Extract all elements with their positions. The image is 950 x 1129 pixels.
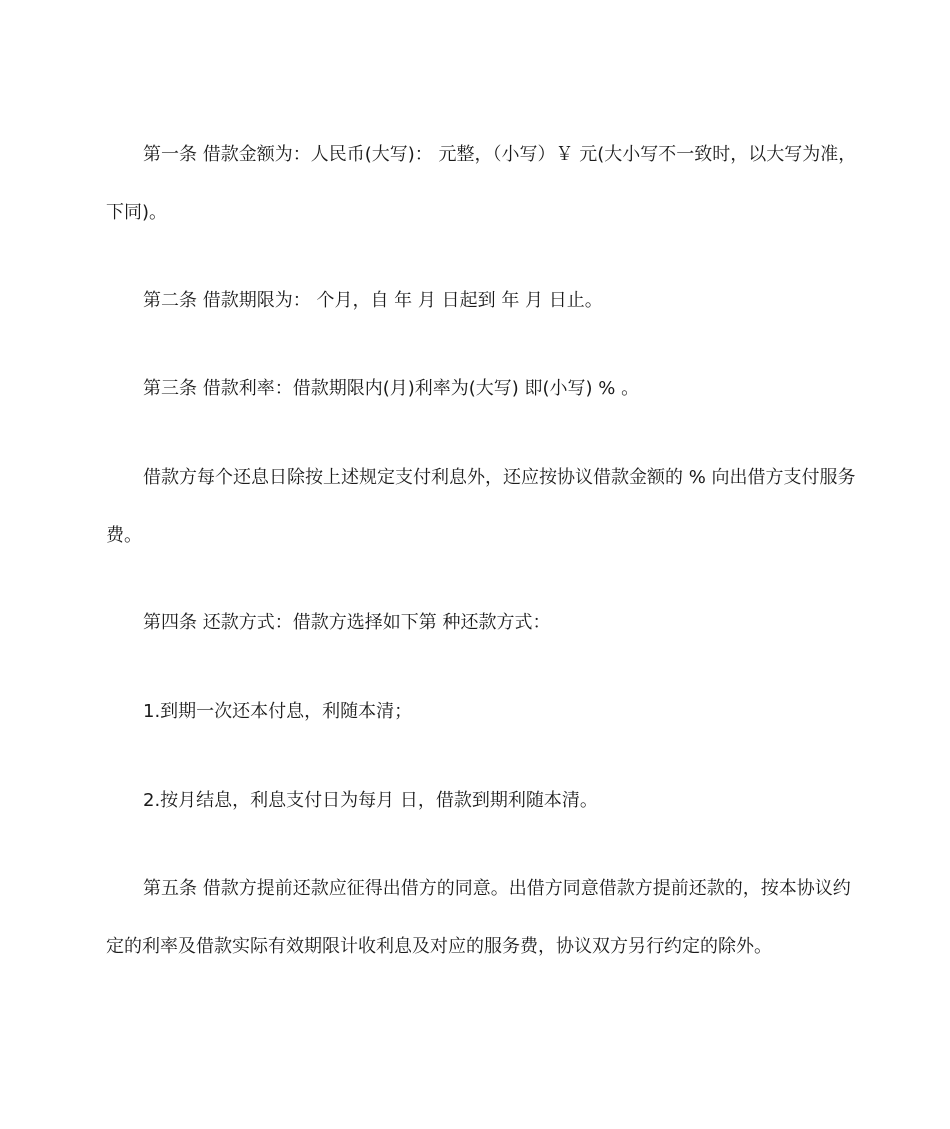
article-4-repayment-method: 第四条 还款方式：借款方选择如下第 种还款方式： <box>143 612 551 633</box>
article-2-loan-term: 第二条 借款期限为： 个月，自 年 月 日起到 年 月 日止。 <box>143 290 603 311</box>
service-fee-clause: 借款方每个还息日除按上述规定支付利息外，还应按协议借款金额的 % 向出借方支付服务费。 <box>106 467 856 546</box>
article-5-early-repayment: 第五条 借款方提前还款应征得出借方的同意。出借方同意借款方提前还款的，按本协议约定的利率及借款实际有效期限计收利息及对应的服务费，协议双方另行约定的除外。 <box>106 878 851 957</box>
repayment-option-2: 2.按月结息，利息支付日为每月 日，借款到期利随本清。 <box>143 790 598 811</box>
repayment-option-1: 1.到期一次还本付息，利随本清； <box>143 701 413 722</box>
article-1-loan-amount: 第一条 借款金额为：人民币(大写)： 元整，（小写）￥ 元(大小写不一致时，以大写为准，下同)。 <box>106 144 857 223</box>
article-3-interest-rate: 第三条 借款利率：借款期限内(月)利率为(大写) 即(小写) % 。 <box>143 378 640 399</box>
